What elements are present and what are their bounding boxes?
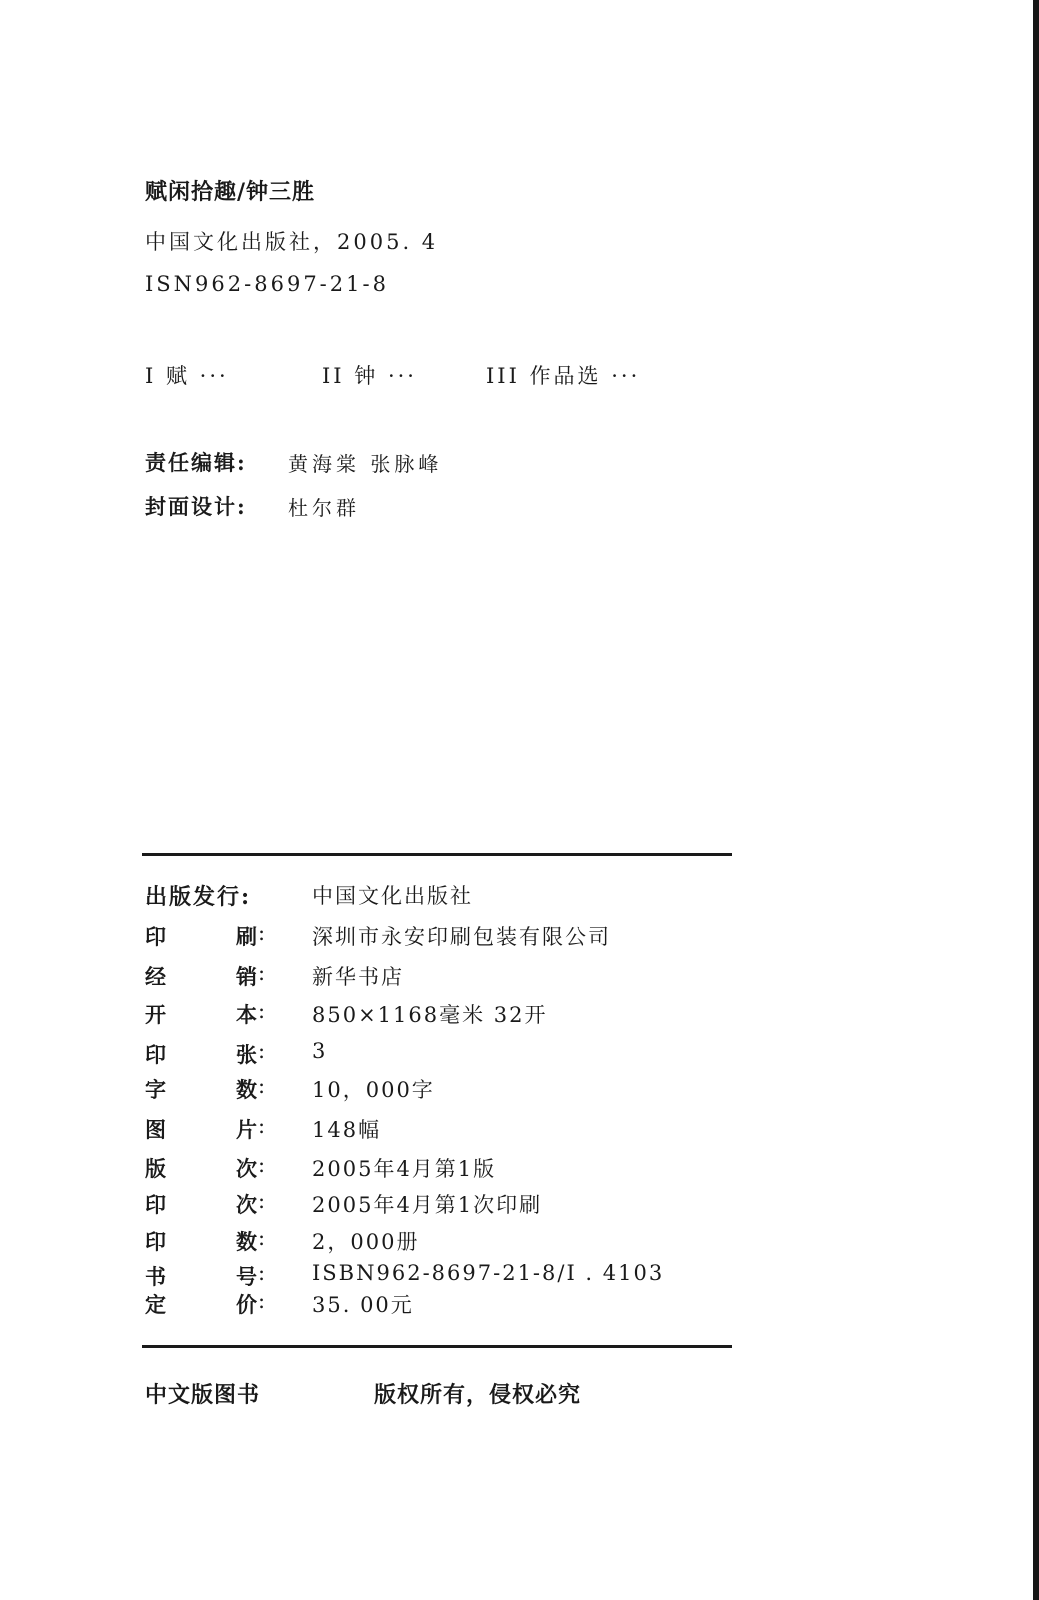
colophon-label-first: 经 bbox=[145, 964, 166, 989]
colophon-label-second: 刷 bbox=[236, 924, 257, 949]
colophon-colon: : bbox=[258, 961, 266, 985]
colophon-value: 148幅 bbox=[312, 1118, 382, 1142]
colophon-label-first: 书 bbox=[145, 1264, 166, 1289]
classification-1: I 赋 ··· bbox=[145, 364, 229, 388]
colophon-label-second: 次 bbox=[236, 1192, 257, 1217]
colophon-colon: : bbox=[258, 1039, 266, 1063]
classification-3: III 作品选 ··· bbox=[486, 364, 641, 388]
colophon-row bbox=[0, 1074, 1039, 1104]
colophon-row bbox=[0, 1153, 1039, 1183]
colophon-row bbox=[0, 1114, 1039, 1144]
colophon-value: 10，000字 bbox=[312, 1078, 435, 1102]
colophon-colon: : bbox=[258, 1226, 266, 1250]
colophon-top-rule bbox=[142, 853, 732, 856]
colophon-label-second: 价 bbox=[236, 1292, 257, 1317]
colophon-value: 2005年4月第1次印刷 bbox=[312, 1193, 543, 1217]
colophon-label-first: 印 bbox=[145, 1229, 166, 1254]
editor-names: 黄海棠 张脉峰 bbox=[288, 452, 443, 476]
colophon-value: 3 bbox=[312, 1039, 328, 1063]
cover-design-label: 封面设计: bbox=[145, 494, 247, 519]
colophon-value: 深圳市永安印刷包装有限公司 bbox=[312, 925, 611, 949]
colophon-value: 2，000册 bbox=[312, 1230, 420, 1254]
colophon-label-second: 次 bbox=[236, 1156, 257, 1181]
footer-edition-label: 中文版图书 bbox=[145, 1382, 261, 1408]
cip-publisher-line: 中国文化出版社，2005. 4 bbox=[145, 230, 439, 254]
colophon-label-first: 印 bbox=[145, 1042, 166, 1067]
scan-edge bbox=[1033, 0, 1039, 1600]
colophon-label-second: 本 bbox=[236, 1002, 257, 1027]
colophon-value: 850×1168毫米 32开 bbox=[312, 1003, 548, 1027]
colophon-label: 出版发行: bbox=[145, 884, 252, 910]
colophon-row-publisher bbox=[0, 880, 1039, 910]
colophon-label-first: 定 bbox=[145, 1292, 166, 1317]
colophon-label-second: 张 bbox=[236, 1042, 257, 1067]
colophon-colon: : bbox=[258, 1289, 266, 1313]
colophon-colon: : bbox=[258, 1153, 266, 1177]
colophon-row bbox=[0, 1189, 1039, 1219]
colophon-bottom-rule bbox=[142, 1345, 732, 1348]
colophon-colon: : bbox=[258, 1114, 266, 1138]
colophon-label-second: 数 bbox=[236, 1077, 257, 1102]
colophon-row bbox=[0, 1289, 1039, 1319]
colophon-value: ISBN962-8697-21-8/I . 4103 bbox=[312, 1261, 665, 1285]
colophon-row bbox=[0, 921, 1039, 951]
colophon-label-second: 片 bbox=[236, 1117, 257, 1142]
colophon-label-first: 开 bbox=[145, 1002, 166, 1027]
colophon-value: 2005年4月第1版 bbox=[312, 1157, 497, 1181]
colophon-label-second: 号 bbox=[236, 1264, 257, 1289]
colophon-colon: : bbox=[258, 921, 266, 945]
cover-design-name: 杜尔群 bbox=[288, 496, 360, 520]
colophon-value: 新华书店 bbox=[312, 965, 404, 989]
colophon-label-first: 字 bbox=[145, 1077, 166, 1102]
colophon-colon: : bbox=[258, 1189, 266, 1213]
colophon-label-first: 图 bbox=[145, 1117, 166, 1142]
colophon-label-first: 版 bbox=[145, 1156, 166, 1181]
colophon-row bbox=[0, 961, 1039, 991]
colophon-label-second: 数 bbox=[236, 1229, 257, 1254]
colophon-label-first: 印 bbox=[145, 1192, 166, 1217]
colophon-row bbox=[0, 1261, 1039, 1291]
classification-2: II 钟 ··· bbox=[322, 364, 417, 388]
colophon-label-first: 印 bbox=[145, 924, 166, 949]
colophon-label-second: 销 bbox=[236, 964, 257, 989]
colophon-colon: : bbox=[258, 1261, 266, 1285]
footer-copyright-notice: 版权所有，侵权必究 bbox=[374, 1382, 582, 1408]
colophon-colon: : bbox=[258, 999, 266, 1023]
cip-title: 赋闲拾趣/钟三胜 bbox=[145, 179, 316, 205]
editor-label: 责任编辑: bbox=[145, 450, 247, 475]
colophon-value: 35. 00元 bbox=[312, 1293, 414, 1317]
colophon-value: 中国文化出版社 bbox=[312, 884, 473, 908]
colophon-row bbox=[0, 1226, 1039, 1256]
colophon-colon: : bbox=[258, 1074, 266, 1098]
colophon-row bbox=[0, 999, 1039, 1029]
colophon-row bbox=[0, 1039, 1039, 1069]
cip-isbn-line: ISN962-8697-21-8 bbox=[145, 272, 389, 296]
